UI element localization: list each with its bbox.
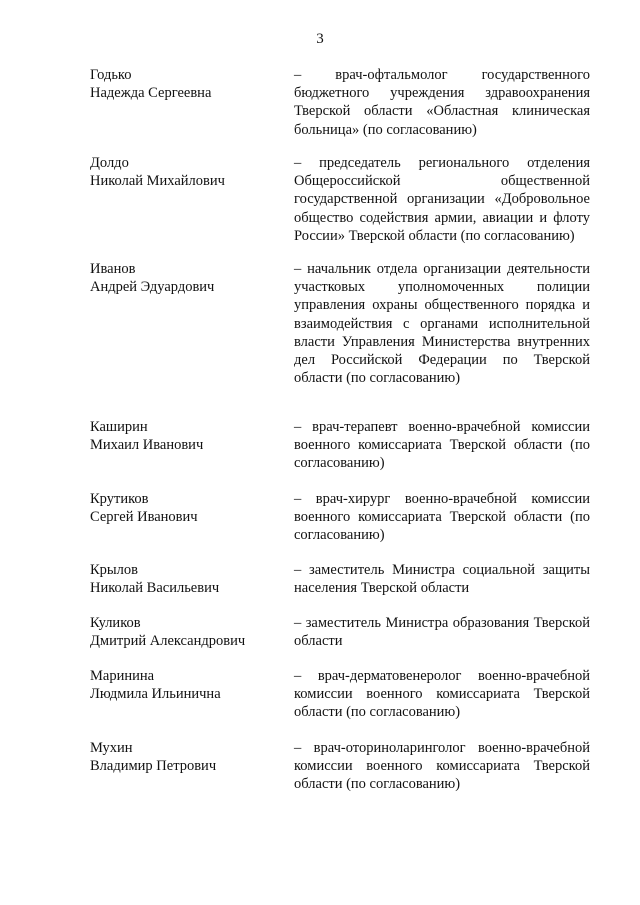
member-name <box>90 260 280 296</box>
page-number: 3 <box>316 31 324 47</box>
member-name <box>90 490 280 526</box>
member-name <box>90 561 280 597</box>
member-surname: Мухин <box>90 740 133 756</box>
member-role: – врач-хирург военно-врачебной комиссии военного комиссариата Тверской области (по согласованию) <box>294 491 590 544</box>
member-surname: Куликов <box>90 615 141 631</box>
member-given-names: Николай Васильевич <box>90 580 220 597</box>
member-surname: Маринина <box>90 668 155 684</box>
member-given-names: Михаил Иванович <box>90 437 204 454</box>
member-given-names: Надежда Сергеевна <box>90 85 212 102</box>
member-surname: Иванов <box>90 261 136 277</box>
member-role: – врач-офтальмолог государственного бюджетного учреждения здравоохранения Тверской области «Областная клиническая больница» (по согласованию) <box>294 67 590 138</box>
member-name <box>90 667 280 703</box>
member-role: – врач-дерматовенеролог военно-врачебной комиссии военного комиссариата Тверской области (по согласованию) <box>294 668 590 721</box>
member-given-names: Дмитрий Александрович <box>90 633 246 650</box>
member-name <box>90 154 280 190</box>
member-name <box>90 739 280 775</box>
member-role: – заместитель Министра образования Тверской области <box>294 615 590 650</box>
member-name <box>90 418 280 454</box>
member-given-names: Людмила Ильинична <box>90 686 221 703</box>
member-given-names: Николай Михайлович <box>90 173 225 190</box>
member-given-names: Сергей Иванович <box>90 509 198 526</box>
member-surname: Крылов <box>90 562 138 578</box>
member-surname: Крутиков <box>90 491 149 507</box>
member-given-names: Андрей Эдуардович <box>90 279 215 296</box>
member-role: – врач-оториноларинголог военно-врачебной комиссии военного комиссариата Тверской области (по согласованию) <box>294 740 590 793</box>
member-role: – заместитель Министра социальной защиты населения Тверской области <box>294 562 590 597</box>
member-name <box>90 614 280 650</box>
member-name <box>90 66 280 102</box>
member-role: – председатель регионального отделения Общероссийской общественной государственной организации «Добровольное общество содействия армии, авиации и флоту России» Тверской области (по согласованию) <box>294 155 590 244</box>
member-role: – врач-терапевт военно-врачебной комиссии военного комиссариата Тверской области (по согласованию) <box>294 419 590 472</box>
member-surname: Каширин <box>90 419 148 435</box>
member-given-names: Владимир Петрович <box>90 758 217 775</box>
member-role: – начальник отдела организации деятельности участковых уполномоченных полиции управления охраны общественного порядка и взаимодействия с органами исполнительной власти Управления Министерства внутренних дел Российской Федерации по Тверской области (по согласованию) <box>294 261 590 387</box>
member-surname: Годько <box>90 67 132 83</box>
member-surname: Долдо <box>90 155 129 171</box>
